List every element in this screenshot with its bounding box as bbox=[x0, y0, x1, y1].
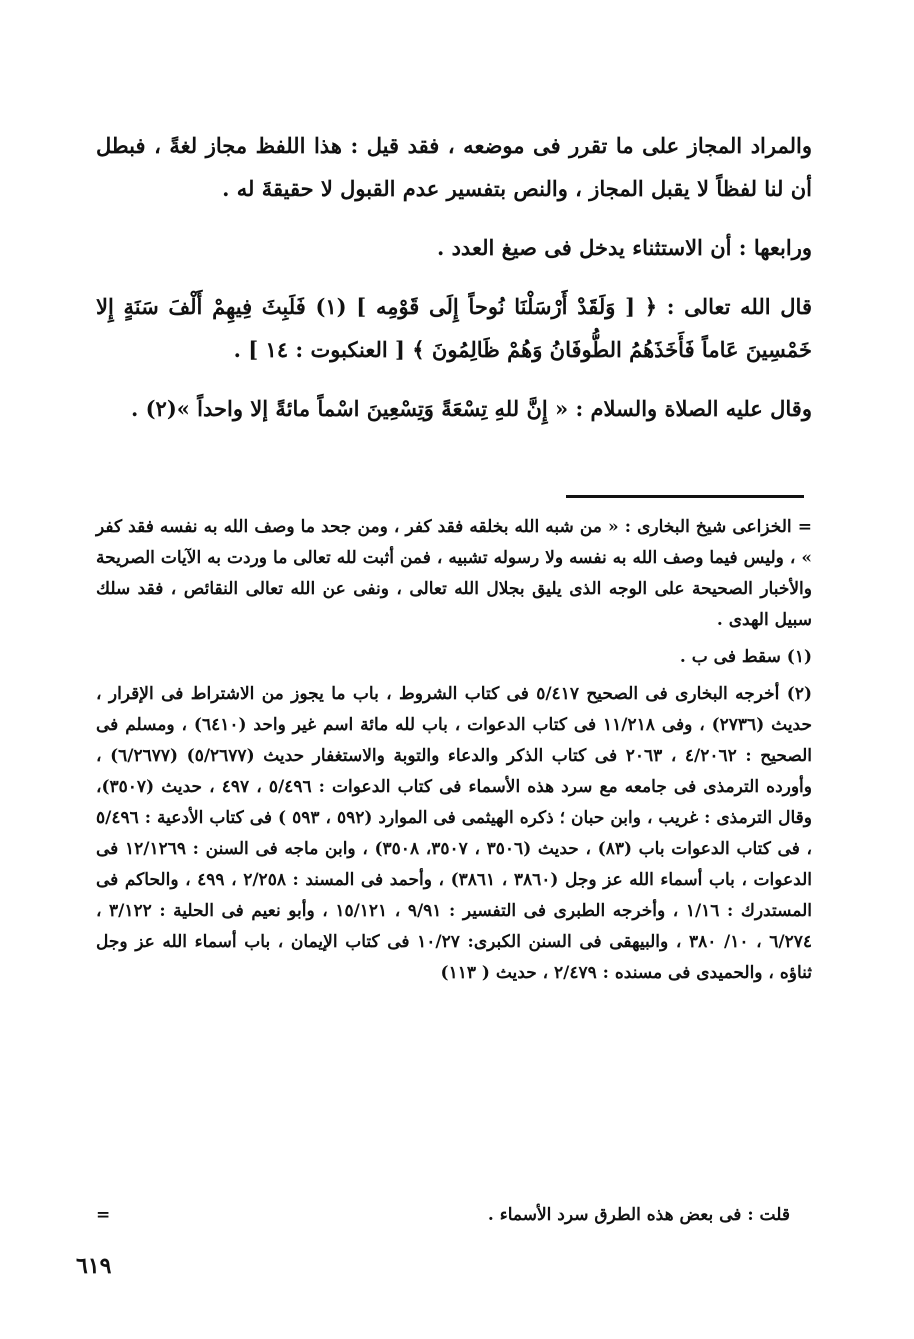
paragraph-4-hadith-quote: وقال عليه الصلاة والسلام : « إِنَّ للهِ تِسْعَةً وَتِسْعِينَ اسْماً مائةً إلا واحداً »(٢) . bbox=[130, 396, 812, 421]
footnote-1: (١) سقط فى ب . bbox=[679, 647, 812, 667]
footnotes bbox=[96, 512, 812, 995]
footnote-remark: قلت : فى بعض هذه الطرق سرد الأسماء . bbox=[487, 1205, 790, 1225]
page-number: ٦١٩ bbox=[76, 1253, 112, 1279]
footnote-2: (٢) أخرجه البخارى فى الصحيح ٥/٤١٧ فى كتاب الشروط ، باب ما يجوز من الاشتراط فى الإقرار ، حديث (٢٧٣٦) ، وفى ١١/٢١٨ فى كتاب الدعوات ، باب لله مائة اسم غير واحد (٦٤١٠) ، ومسلم فى الصحيح : ٤/٢٠٦٢ ، ٢٠٦٣ فى كتاب الذكر والدعاء والتوبة والاستغفار حديث (٥/٢٦٧٧) (٦/٢٦٧٧) ، وأورده الترمذى فى جامعه مع سرد هذه الأسماء فى كتاب الدعوات : ٥/٤٩٦ ، ٤٩٧ ، حديث (٣٥٠٧)، وقال الترمذى : غريب ، وابن حبان ؛ ذكره الهيثمى فى الموارد (٥٩٢ ، ٥٩٣ ) فى كتاب الأدعية : ٥/٤٩٦ ، فى كتاب الدعوات باب (٨٣) ، حديث (٣٥٠٦ ، ٣٥٠٧، ٣٥٠٨) ، وابن ماجه فى السنن : ١٢/١٢٦٩ فى الدعوات ، باب أسماء الله عز وجل (٣٨٦٠ ، ٣٨٦١) ، وأحمد فى المسند : ٢/٢٥٨ ، ٤٩٩ ، والحاكم فى المستدرك : ١/١٦ ، وأخرجه الطبرى فى التفسير : ٩/٩١ ، ١٥/١٢١ ، وأبو نعيم فى الحلية : ٣/١٢٢ ، ٦/٢٧٤ ، ١٠/ ٣٨٠ ، والبيهقى فى السنن الكبرى: ١٠/٢٧ فى كتاب الإيمان ، باب أسماء الله عز وجل ثناؤه ، والحميدى فى مسنده : ٢/٤٧٩ ، حديث ( ١١٣) bbox=[96, 684, 813, 983]
main-text bbox=[96, 124, 812, 446]
paragraph-3-quran-quote: قال الله تعالى : ﴿ [ وَلَقَدْ أَرْسَلْنَا نُوحاً إِلَى قَوْمِه ] (١) فَلَبِثَ فِيهِمْ أَلْفَ سَنَةٍ إِلا خَمْسِينَ عَاماً فَأَخَذَهُمُ الطُّوفَانُ وَهُمْ ظَالِمُونَ ﴾ [ العنكبوت : ١٤ ] . bbox=[96, 294, 812, 362]
footnote-continuation: = الخزاعى شيخ البخارى : « من شبه الله بخلقه فقد كفر ، ومن جحد ما وصف الله به نفسه فقد كفر » ، وليس فيما وصف الله به نفسه ولا رسوله تشبيه ، فمن أثبت لله تعالى ما وردت به الآيات الصريحة والأخبار الصحيحة على الوجه الذى يليق بجلال الله تعالى ، ونفى عن الله تعالى النقائص ، فقد سلك سبيل الهدى . bbox=[96, 517, 812, 630]
continuation-mark: = bbox=[96, 1205, 111, 1225]
paragraph-1: والمراد المجاز على ما تقرر فى موضعه ، فقد قيل : هذا اللفظ مجاز لغةً ، فبطل أن لنا لفظاً لا يقبل المجاز ، والنص بتفسير عدم القبول لا حقيقةَ له . bbox=[96, 133, 812, 201]
paragraph-2: ورابعها : أن الاستثناء يدخل فى صيغ العدد . bbox=[436, 235, 812, 260]
footnote-separator bbox=[566, 495, 804, 498]
footnote-last-line bbox=[96, 1205, 812, 1235]
